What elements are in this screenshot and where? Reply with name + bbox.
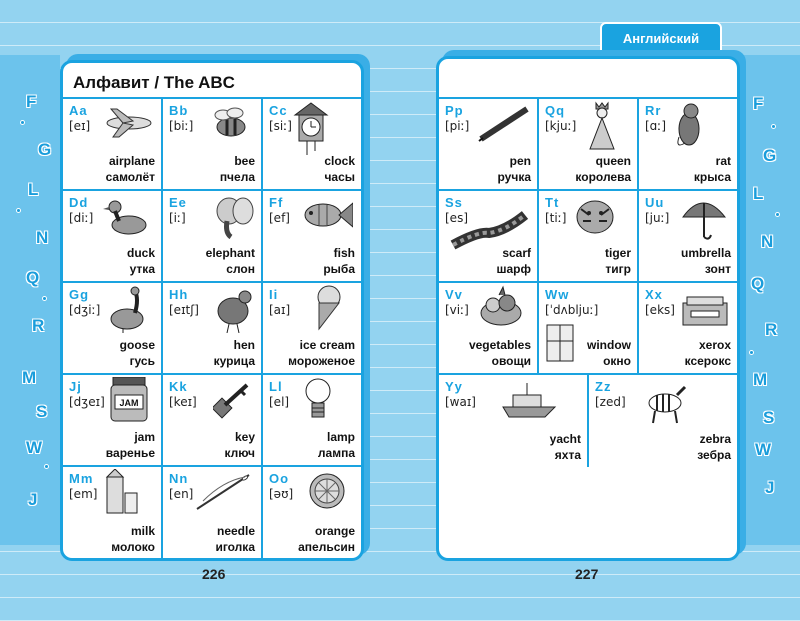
milk-icon bbox=[103, 469, 139, 517]
russian-word: ключ bbox=[224, 446, 255, 460]
transcription: [keɪ] bbox=[169, 395, 197, 409]
english-word: hen bbox=[233, 338, 255, 352]
side-letter: Q bbox=[26, 268, 40, 287]
russian-word: часы bbox=[324, 170, 355, 184]
letter-label: Aa bbox=[69, 103, 88, 118]
transcription: [eks] bbox=[645, 303, 675, 317]
letter-cell-e bbox=[163, 191, 263, 281]
russian-word: самолёт bbox=[105, 170, 155, 184]
letter-label: Hh bbox=[169, 287, 189, 302]
english-word: bee bbox=[234, 154, 255, 168]
side-letter: L bbox=[28, 180, 39, 199]
transcription: [tiː] bbox=[545, 211, 567, 225]
window-icon bbox=[545, 323, 575, 363]
transcription: [kjuː] bbox=[545, 119, 577, 133]
letter-cell-x bbox=[639, 283, 737, 373]
letter-label: Ww bbox=[545, 287, 570, 302]
english-word: scarf bbox=[502, 246, 531, 260]
side-dot bbox=[16, 208, 21, 213]
side-letter: N bbox=[36, 228, 49, 247]
russian-word: варенье bbox=[105, 446, 155, 460]
russian-word: окно bbox=[603, 354, 631, 368]
page-title: Алфавит / The ABC bbox=[73, 73, 235, 92]
zebra-icon bbox=[641, 385, 691, 425]
transcription: [em] bbox=[69, 487, 98, 501]
letter-label: Dd bbox=[69, 195, 89, 210]
side-letter: F bbox=[26, 92, 37, 111]
side-dot bbox=[749, 350, 754, 355]
side-dot bbox=[771, 124, 776, 129]
russian-word: утка bbox=[129, 262, 155, 276]
side-letter: W bbox=[755, 440, 772, 459]
english-word: vegetables bbox=[468, 338, 531, 352]
grid-row bbox=[63, 191, 361, 283]
elephant-icon bbox=[207, 193, 255, 239]
grid-row bbox=[439, 375, 737, 467]
goose-icon bbox=[105, 285, 149, 333]
english-word: milk bbox=[130, 524, 155, 538]
side-letter: J bbox=[765, 478, 775, 497]
transcription: [aɪ] bbox=[269, 303, 291, 317]
russian-word: крыса bbox=[693, 170, 731, 184]
side-letter: G bbox=[763, 146, 777, 165]
english-word: orange bbox=[314, 524, 355, 538]
right-side-letters bbox=[743, 80, 793, 540]
letter-cell-i bbox=[263, 283, 361, 373]
english-word: needle bbox=[216, 524, 255, 538]
letter-cell-r bbox=[639, 99, 737, 189]
transcription: [piː] bbox=[445, 119, 470, 133]
transcription: [siː] bbox=[269, 119, 292, 133]
side-letter: G bbox=[38, 140, 52, 159]
key-icon bbox=[213, 381, 253, 421]
hen-icon bbox=[213, 287, 253, 333]
transcription: [iː] bbox=[169, 211, 186, 225]
letter-label: Uu bbox=[645, 195, 665, 210]
letter-label: Tt bbox=[545, 195, 560, 210]
letter-cell-j bbox=[63, 375, 163, 465]
letter-label: Gg bbox=[69, 287, 90, 302]
side-letter: S bbox=[763, 408, 775, 427]
english-word: goose bbox=[119, 338, 155, 352]
needle-icon bbox=[193, 471, 253, 511]
airplane-icon bbox=[103, 107, 155, 139]
russian-word: шарф bbox=[496, 262, 531, 276]
english-word: clock bbox=[324, 154, 355, 168]
russian-word: овощи bbox=[491, 354, 531, 368]
letter-label: Bb bbox=[169, 103, 189, 118]
letter-cell-f bbox=[263, 191, 361, 281]
alphabet-grid bbox=[439, 97, 737, 467]
side-letter: N bbox=[761, 232, 774, 251]
russian-word: иголка bbox=[215, 540, 255, 554]
lamp-icon bbox=[303, 377, 333, 423]
transcription: [əʊ] bbox=[269, 487, 294, 501]
russian-word: гусь bbox=[129, 354, 155, 368]
letter-cell-t bbox=[539, 191, 639, 281]
russian-word: зебра bbox=[697, 448, 731, 462]
rat-icon bbox=[671, 101, 711, 151]
english-word: rat bbox=[715, 154, 731, 168]
side-letter: L bbox=[753, 184, 764, 203]
russian-word: ксерокс bbox=[684, 354, 731, 368]
ice-cream-icon bbox=[305, 285, 345, 331]
side-dot bbox=[42, 296, 47, 301]
letter-cell-c bbox=[263, 99, 361, 189]
english-word: ice cream bbox=[299, 338, 355, 352]
letter-label: Qq bbox=[545, 103, 566, 118]
letter-cell-h bbox=[163, 283, 263, 373]
right-page bbox=[436, 56, 740, 561]
letter-label: Ss bbox=[445, 195, 463, 210]
english-word: window bbox=[587, 338, 631, 352]
letter-label: Ee bbox=[169, 195, 187, 210]
english-word: tiger bbox=[604, 246, 631, 260]
side-letter: S bbox=[36, 402, 48, 421]
english-word: xerox bbox=[698, 338, 731, 352]
orange-icon bbox=[307, 471, 347, 511]
queen-icon bbox=[587, 101, 617, 151]
side-letter: M bbox=[753, 370, 768, 389]
side-letter: Q bbox=[751, 274, 765, 293]
russian-word: королева bbox=[575, 170, 631, 184]
letter-label: Cc bbox=[269, 103, 288, 118]
russian-word: апельсин bbox=[298, 540, 355, 554]
grid-row bbox=[63, 99, 361, 191]
left-page bbox=[60, 60, 364, 561]
jam-jar-icon bbox=[109, 377, 149, 423]
letter-label: Pp bbox=[445, 103, 464, 118]
letter-cell-p bbox=[439, 99, 539, 189]
english-word: fish bbox=[333, 246, 355, 260]
side-dot bbox=[44, 464, 49, 469]
letter-label: Nn bbox=[169, 471, 189, 486]
letter-label: Xx bbox=[645, 287, 663, 302]
tiger-icon bbox=[573, 195, 617, 235]
transcription: [dʒiː] bbox=[69, 303, 101, 317]
english-word: pen bbox=[509, 154, 531, 168]
letter-cell-n bbox=[163, 467, 263, 559]
letter-cell-u bbox=[639, 191, 737, 281]
fish-icon bbox=[299, 197, 353, 233]
side-letter: J bbox=[28, 490, 38, 509]
grid-row bbox=[439, 283, 737, 375]
letter-cell-d bbox=[63, 191, 163, 281]
transcription: [ˈdʌbljuː] bbox=[545, 303, 599, 317]
grid-row bbox=[439, 191, 737, 283]
letter-label: Jj bbox=[69, 379, 82, 394]
transcription: [ef] bbox=[269, 211, 290, 225]
letter-cell-g bbox=[63, 283, 163, 373]
russian-word: пчела bbox=[219, 170, 255, 184]
russian-word: лампа bbox=[317, 446, 355, 460]
english-word: airplane bbox=[108, 154, 155, 168]
yacht-icon bbox=[499, 381, 559, 421]
russian-word: яхта bbox=[554, 448, 581, 462]
letter-label: Rr bbox=[645, 103, 662, 118]
scarf-icon bbox=[449, 211, 529, 251]
letter-label: Ii bbox=[269, 287, 279, 302]
letter-cell-v bbox=[439, 283, 539, 373]
letter-cell-y bbox=[439, 375, 589, 467]
svg-text:JAM: JAM bbox=[119, 398, 139, 408]
page-number-right: 227 bbox=[575, 566, 599, 582]
russian-word: ручка bbox=[497, 170, 531, 184]
letter-label: Ff bbox=[269, 195, 284, 210]
letter-cell-m bbox=[63, 467, 163, 559]
bee-icon bbox=[205, 107, 251, 141]
side-letter: M bbox=[22, 368, 37, 387]
clock-icon bbox=[293, 101, 329, 157]
english-word: yacht bbox=[549, 432, 581, 446]
english-word: key bbox=[234, 430, 255, 444]
duck-icon bbox=[103, 197, 149, 237]
umbrella-icon bbox=[679, 193, 729, 241]
transcription: [es] bbox=[445, 211, 468, 225]
english-word: elephant bbox=[205, 246, 255, 260]
letter-cell-o bbox=[263, 467, 361, 559]
badge-line-1: Английский bbox=[622, 31, 700, 46]
english-word: jam bbox=[134, 430, 155, 444]
russian-word: рыба bbox=[323, 262, 355, 276]
letter-cell-z bbox=[589, 375, 737, 467]
grid-row bbox=[63, 467, 361, 559]
side-letter: R bbox=[32, 316, 45, 335]
side-letter: W bbox=[26, 438, 43, 457]
left-side-letters bbox=[12, 80, 62, 540]
russian-word: молоко bbox=[111, 540, 155, 554]
letter-cell-w bbox=[539, 283, 639, 373]
russian-word: слон bbox=[226, 262, 255, 276]
letter-label: Kk bbox=[169, 379, 188, 394]
transcription: [en] bbox=[169, 487, 194, 501]
vegetables-icon bbox=[479, 285, 523, 327]
grid-row bbox=[63, 375, 361, 467]
alphabet-grid bbox=[63, 97, 361, 559]
transcription: [viː] bbox=[445, 303, 469, 317]
side-letter: R bbox=[765, 320, 778, 339]
russian-word: мороженое bbox=[288, 354, 355, 368]
letter-cell-a bbox=[63, 99, 163, 189]
letter-cell-l bbox=[263, 375, 361, 465]
transcription: [juː] bbox=[645, 211, 670, 225]
english-word: duck bbox=[126, 246, 155, 260]
letter-label: Zz bbox=[595, 379, 612, 394]
transcription: [biː] bbox=[169, 119, 194, 133]
english-word: umbrella bbox=[680, 246, 731, 260]
english-word: lamp bbox=[326, 430, 355, 444]
side-dot bbox=[20, 120, 25, 125]
letter-cell-b bbox=[163, 99, 263, 189]
letter-label: Vv bbox=[445, 287, 463, 302]
letter-label: Oo bbox=[269, 471, 290, 486]
xerox-icon bbox=[681, 293, 729, 327]
transcription: [ɑː] bbox=[645, 119, 667, 133]
transcription: [waɪ] bbox=[445, 395, 476, 409]
grid-row bbox=[63, 283, 361, 375]
transcription: [el] bbox=[269, 395, 290, 409]
transcription: [dʒeɪ] bbox=[69, 395, 105, 409]
transcription: [eɪ] bbox=[69, 119, 91, 133]
letter-cell-s bbox=[439, 191, 539, 281]
letter-cell-k bbox=[163, 375, 263, 465]
transcription: [eɪtʃ] bbox=[169, 303, 199, 317]
side-letter: F bbox=[753, 94, 764, 113]
english-word: zebra bbox=[699, 432, 731, 446]
english-word: queen bbox=[595, 154, 631, 168]
letter-label: Ll bbox=[269, 379, 283, 394]
side-dot bbox=[775, 212, 780, 217]
russian-word: зонт bbox=[704, 262, 731, 276]
page-number-left: 226 bbox=[202, 566, 226, 582]
letter-cell-q bbox=[539, 99, 639, 189]
pen-icon bbox=[475, 103, 531, 143]
russian-word: тигр bbox=[605, 262, 631, 276]
grid-row bbox=[439, 99, 737, 191]
russian-word: курица bbox=[213, 354, 255, 368]
transcription: [zed] bbox=[595, 395, 626, 409]
letter-label: Mm bbox=[69, 471, 94, 486]
transcription: [diː] bbox=[69, 211, 94, 225]
letter-label: Yy bbox=[445, 379, 463, 394]
